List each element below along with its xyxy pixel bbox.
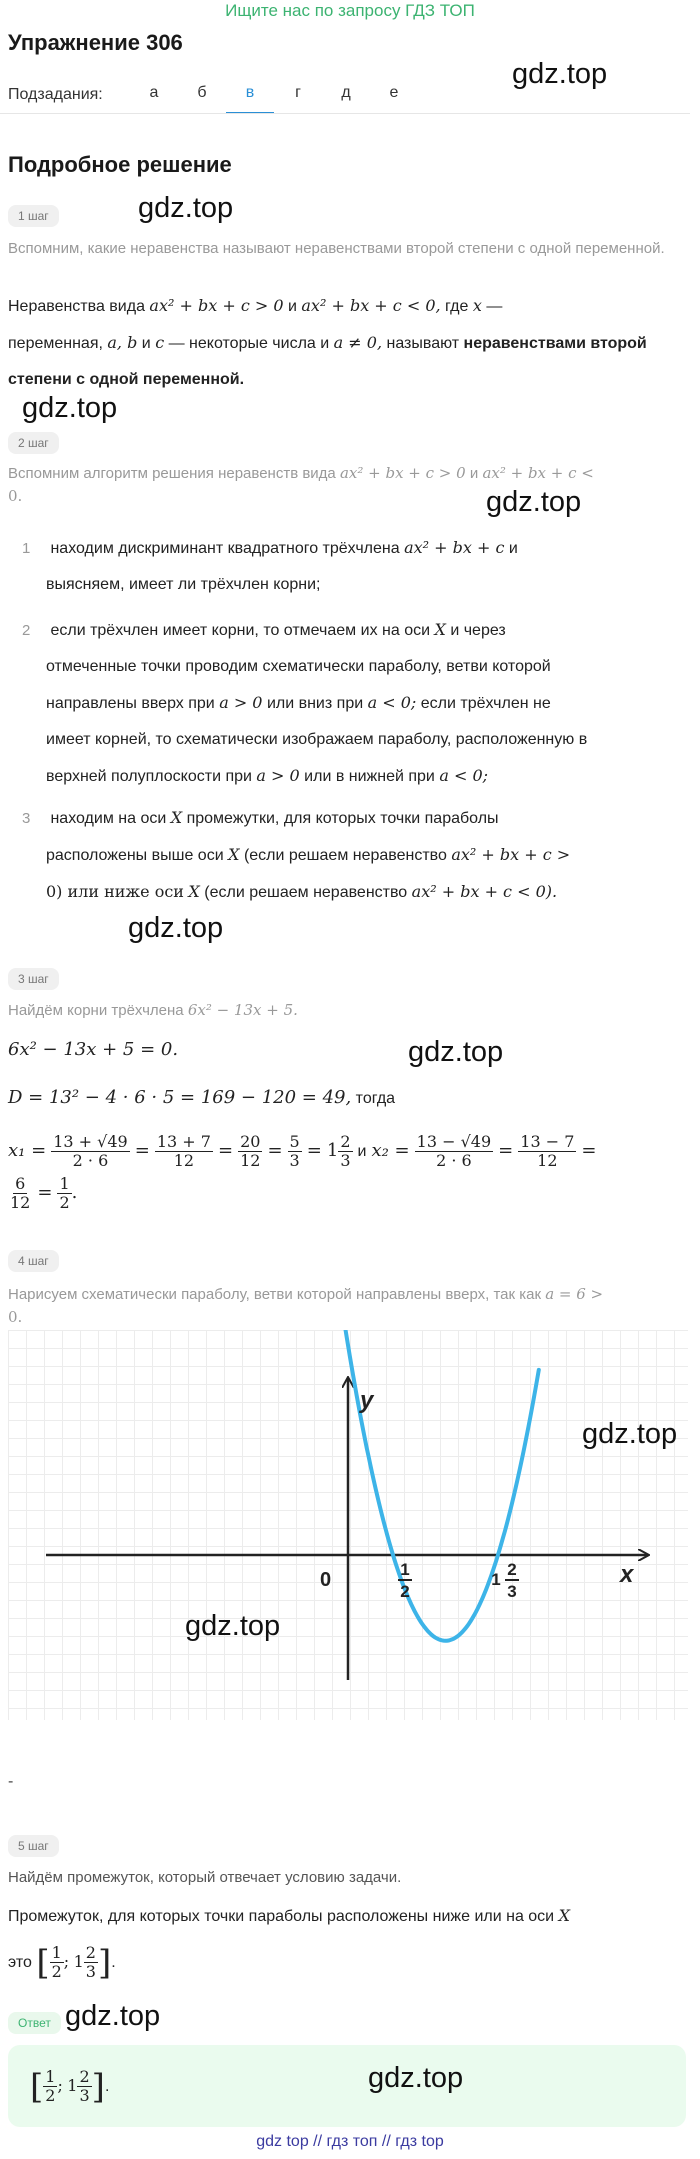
text-fragment: находим дискриминант квадратного трёхчлена <box>50 540 400 557</box>
text-fragment: Промежуток, для которых точки параболы расположены ниже или на оси <box>8 1908 555 1925</box>
math-expression: 6x² − 13x + 5. <box>187 1001 298 1019</box>
fraction-num: 2 <box>340 1131 351 1151</box>
tick-label-num: 1 <box>400 1560 410 1579</box>
tick-label-one-half <box>398 1560 412 1601</box>
math-inequality: ax² + bx + c < 0, <box>301 296 441 315</box>
section-title: Подробное решение <box>8 152 232 177</box>
fraction <box>518 1133 576 1170</box>
step-intro: Найдём промежуток, который отвечает условию задачи. <box>8 1869 402 1886</box>
text-fragment: если трёхчлен имеет корни, то отмечаем их на оси <box>50 622 431 639</box>
search-banner: Ищите нас по запросу ГДЗ ТОП <box>225 1 475 20</box>
mixed-whole: 1 <box>67 2076 78 2095</box>
step-intro <box>8 999 298 1022</box>
discriminant-line <box>8 1080 395 1117</box>
separator: ; <box>57 2076 63 2095</box>
step-intro: Вспомним, какие неравенства называют неравенствами второй степени с одной переменной. <box>8 240 665 257</box>
math-inequality: ax² + bx + c < <box>482 464 594 482</box>
fraction-den: 2 <box>45 2086 56 2106</box>
page-title: Упражнение 306 <box>8 30 183 55</box>
text-fragment: Найдём корни трёхчлена <box>8 1002 184 1019</box>
fraction-den: 3 <box>85 1962 96 1982</box>
fraction-den: 3 <box>79 2086 90 2106</box>
fraction <box>84 1944 98 1981</box>
text-fragment: . <box>104 2078 110 2095</box>
step-intro <box>8 462 688 508</box>
footer-separator: // <box>313 2133 323 2150</box>
fraction <box>51 1133 130 1170</box>
equals-sign: = <box>581 1140 597 1161</box>
text-fragment: переменная, <box>8 335 103 352</box>
text-fragment: имеет корней, то схематически изображаем параболу, расположенную в <box>46 731 588 748</box>
root-label: x₁ = <box>8 1140 47 1161</box>
text-fragment: отмеченные точки проводим схематически параболу, ветви которой <box>46 658 551 675</box>
math-variable: X <box>434 620 446 639</box>
bold-term: неравенствами второй степени с одной переменной. <box>8 335 647 388</box>
math-variable: X <box>170 808 183 827</box>
math-variable: c <box>155 333 165 352</box>
answer-box <box>8 2045 686 2127</box>
equals-sign: = <box>306 1140 322 1161</box>
footer-link[interactable]: гдз топ <box>326 2133 378 2150</box>
list-item <box>22 612 692 795</box>
math-inequality: ax² + bx + c > 0 <box>149 296 284 315</box>
tick-label-num: 2 <box>507 1560 517 1579</box>
text-fragment: направлены вверх при <box>46 695 215 712</box>
list-number: 1 <box>22 540 31 557</box>
text-fragment: находим на оси <box>50 810 167 827</box>
text-fragment: — некоторые числа и <box>168 335 330 352</box>
subtasks-label: Подзадания: <box>8 86 103 103</box>
math-number: 0. <box>8 1308 23 1326</box>
mixed-whole: 1 <box>326 1140 339 1161</box>
equals-sign: = <box>134 1140 150 1161</box>
fraction-num: 1 <box>51 1943 62 1963</box>
text-fragment: — <box>486 298 503 315</box>
watermark: gdz.top <box>408 1036 504 1068</box>
step-text <box>8 1898 688 1935</box>
text-fragment: Вспомним алгоритм решения неравенств вида <box>8 465 336 482</box>
fraction <box>43 2068 57 2105</box>
tick-label-den: 3 <box>507 1582 517 1601</box>
subtask-tabs <box>130 84 418 114</box>
parabola-chart <box>8 1330 688 1720</box>
fraction-num: 1 <box>45 2067 56 2087</box>
x-axis-label: x <box>620 1561 634 1588</box>
equals-sign: = <box>37 1182 53 1203</box>
footer-separator: // <box>381 2133 391 2150</box>
tick-label-whole: 1 <box>491 1570 501 1589</box>
text-fragment: называют <box>386 335 460 352</box>
fraction <box>415 1133 494 1170</box>
tabs-divider <box>0 113 690 114</box>
math-inequality: ax² + bx + c < 0). <box>411 882 558 901</box>
math-inequality: a > 0 <box>219 693 263 712</box>
math-variable: X <box>228 845 240 864</box>
watermark: gdz.top <box>582 1418 678 1450</box>
text-fragment: . <box>111 1954 116 1971</box>
list-number: 2 <box>22 622 31 639</box>
fraction <box>155 1133 213 1170</box>
discriminant-formula: D = 13² − 4 · 6 · 5 = 169 − 120 = 49, <box>8 1087 352 1108</box>
watermark: gdz.top <box>512 58 608 90</box>
math-inequality: ax² + bx + c > <box>451 845 571 864</box>
fraction-den: 12 <box>240 1150 261 1170</box>
fraction <box>77 2068 91 2105</box>
tab-subtask-a[interactable]: а <box>149 84 159 101</box>
fraction-den: 3 <box>289 1150 300 1170</box>
fraction-num: 20 <box>240 1131 261 1151</box>
watermark: gdz.top <box>185 1610 281 1642</box>
text-fragment: расположены выше оси <box>46 847 224 864</box>
step-intro <box>8 1283 688 1329</box>
text-fragment: 0) или ниже оси <box>46 882 184 901</box>
fraction-num: 2 <box>85 1943 96 1963</box>
fraction <box>238 1133 262 1170</box>
watermark: gdz.top <box>368 2062 464 2094</box>
watermark: gdz.top <box>138 192 234 224</box>
text-fragment: выясняем, имеет ли трёхчлен корни; <box>46 576 321 593</box>
math-variable: X <box>188 882 200 901</box>
fraction-num: 1 <box>59 1173 70 1193</box>
text-fragment: Неравенства вида <box>8 298 145 315</box>
watermark: gdz.top <box>486 486 582 518</box>
fraction-num: 2 <box>79 2067 90 2087</box>
roots-line: x₁ = $\frac{13 + √49}{2 \cdot 6}$ = $\frac{13 + 7}{12}$ = $\frac{20}{12}$ = $\frac{5}{3}$ = 1 $\frac{2}{3}$ и x₂ = $\frac{13 - √49}{2 \cdot 6}$ = $\frac{13 - 7}{12}$ = $\frac{6}{12}$ = $\frac{1}{2}$ . <box>8 1131 597 1212</box>
text-fragment: и <box>357 1143 367 1160</box>
tab-subtask-e[interactable]: е <box>389 84 399 101</box>
footer-link[interactable]: гдз top <box>395 2133 444 2150</box>
list-number: 3 <box>22 810 31 827</box>
fraction-num: 5 <box>289 1131 300 1151</box>
fraction-num: 13 − 7 <box>520 1131 575 1151</box>
step-badge: 4 шаг <box>8 1250 59 1272</box>
math-inequality: a ≠ 0, <box>333 333 383 352</box>
fraction <box>288 1133 302 1170</box>
watermark: gdz.top <box>22 392 118 424</box>
watermark: gdz.top <box>128 912 224 944</box>
fraction-den: 2 <box>51 1962 62 1982</box>
text-fragment: это <box>8 1954 32 1971</box>
y-axis-label: y <box>360 1387 374 1414</box>
fraction-den: 2 · 6 <box>436 1150 472 1170</box>
tab-subtask-b[interactable]: б <box>197 84 207 101</box>
fraction-num: 13 + 7 <box>156 1131 211 1151</box>
text-fragment: где <box>445 298 469 315</box>
math-inequality: ax² + bx + c > 0 <box>339 464 466 482</box>
tab-subtask-d[interactable]: д <box>341 84 351 101</box>
watermark: gdz.top <box>65 2000 161 2032</box>
text-fragment: если трёхчлен не <box>420 695 551 712</box>
text-fragment: промежутки, для которых точки параболы <box>186 810 499 827</box>
fraction <box>8 1175 32 1212</box>
fraction-den: 3 <box>340 1150 351 1170</box>
fraction-den: 12 <box>173 1150 195 1170</box>
equals-sign: = <box>217 1140 234 1161</box>
fraction <box>50 1944 64 1981</box>
math-inequality: a = 6 > <box>545 1285 604 1303</box>
mixed-whole: 1 <box>73 1952 84 1971</box>
step-badge: 3 шаг <box>8 968 59 990</box>
fraction-num: 6 <box>15 1173 26 1193</box>
math-number: 0. <box>8 487 23 505</box>
text-fragment: или в нижней при <box>304 768 435 785</box>
text-fragment: и <box>288 298 297 315</box>
text-fragment: и <box>469 465 479 482</box>
math-variable: x <box>472 296 482 315</box>
root-label: x₂ = <box>371 1140 410 1161</box>
fraction <box>57 1175 71 1212</box>
quadratic-equation: 6x² − 13x + 5 = 0. <box>8 1039 179 1060</box>
text-fragment: Нарисуем схематически параболу, ветви которой направлены вверх, так как <box>8 1286 542 1303</box>
list-item <box>22 530 692 603</box>
step-text <box>8 288 688 398</box>
math-inequality: a < 0; <box>367 693 417 712</box>
text-fragment: и <box>141 335 151 352</box>
text-fragment: тогда <box>355 1090 396 1107</box>
step-badge: 1 шаг <box>8 205 59 227</box>
text-fragment: или вниз при <box>266 695 364 712</box>
footer-links <box>0 2133 700 2151</box>
list-item <box>22 800 692 911</box>
fraction-num: 13 − √49 <box>416 1131 492 1151</box>
text-fragment: верхней полуплоскости при <box>46 768 252 785</box>
footer-link[interactable]: gdz top <box>256 2133 309 2150</box>
math-expression: ax² + bx + c <box>404 538 505 557</box>
text-fragment: (если решаем неравенство <box>204 884 408 901</box>
fraction-den: 2 <box>59 1192 70 1212</box>
step-badge: 2 шаг <box>8 432 59 454</box>
tab-subtask-g[interactable]: г <box>295 84 301 101</box>
stray-dash: - <box>8 1773 14 1790</box>
math-inequality: a < 0; <box>439 766 489 785</box>
answer-interval: [ $\frac{1}{2}$ ; 1 $\frac{2}{3}$ ]. <box>30 2066 110 2107</box>
origin-label: 0 <box>320 1569 332 1591</box>
answer-badge: Ответ <box>8 2012 61 2034</box>
separator: ; <box>63 1952 70 1971</box>
equals-sign: = <box>498 1140 514 1161</box>
text-fragment: (если решаем неравенство <box>243 847 447 864</box>
fraction-den: 2 · 6 <box>72 1150 109 1170</box>
math-variable: a, b <box>107 333 138 352</box>
text-fragment: и через <box>450 622 506 639</box>
step-badge: 5 шаг <box>8 1835 59 1857</box>
tick-label-den: 2 <box>400 1582 410 1601</box>
text-fragment: и <box>508 540 518 557</box>
fraction-den: 12 <box>537 1150 558 1170</box>
tab-subtask-v[interactable]: в <box>226 84 274 114</box>
math-variable: X <box>558 1906 570 1925</box>
math-inequality: a > 0 <box>256 766 300 785</box>
interval-line: это [ $\frac{1}{2}$ ; 1 $\frac{2}{3}$ ]. <box>8 1942 116 1983</box>
fraction-num: 13 + √49 <box>53 1131 128 1151</box>
fraction-den: 12 <box>10 1192 31 1212</box>
equals-sign: = <box>267 1140 283 1161</box>
fraction <box>338 1133 352 1170</box>
